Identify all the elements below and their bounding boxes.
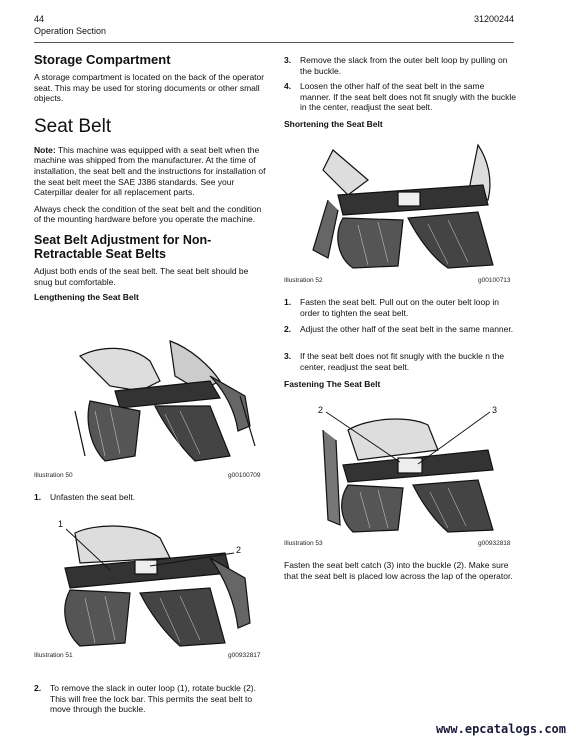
note-paragraph [34,145,266,198]
illustration-53-label: Illustration 53 [284,540,323,547]
seat-belt-body: Always check the condition of the seat belt and the condition of the mounting hardware before you operate the machine. [34,203,262,225]
shorten-step-2 [284,324,516,335]
fasten-body: Fasten the seat belt catch (3) into the buckle (2). Make sure that the seat belt is placed low across the lap of the operator. [284,560,513,581]
step-text: If the seat belt does not fit snugly with the buckle n the center, readjust the seat belt. [300,351,505,372]
step-number: 1. [284,297,292,307]
shorten-step-3 [284,351,516,372]
callout-2: 2 [236,545,242,555]
adjustment-heading: Seat Belt Adjustment for Non-Retractable Seat Belts [34,232,212,261]
fastening-heading: Fastening The Seat Belt [284,379,381,389]
illustration-50-label: Illustration 50 [34,472,73,479]
section-title: Operation Section [34,26,107,36]
illustration-51-figure [40,518,266,648]
lengthen-step-3 [284,55,516,76]
left-column [34,52,266,302]
footer-watermark: www.epcatalogs.com [435,722,566,736]
header-rule [34,42,514,43]
step-number: 3. [284,55,292,65]
step-text: Loosen the other half of the seat belt in the same manner. If the seat belt does not fit snugly with the buckle in the center, readjust the seat belt. [300,81,516,113]
adjustment-body: Adjust both ends of the seat belt. The seat belt should be snug but comfortable. [34,265,249,287]
callout-2: 2 [318,405,324,415]
shorten-step-1 [284,297,516,318]
step-text: Unfasten the seat belt. [50,492,136,502]
step-number: 4. [284,81,292,91]
step-text: Adjust the other half of the seat belt in the same manner. [300,324,514,334]
step-number: 1. [34,492,42,502]
illustration-52-figure [308,140,508,270]
lengthen-step-4 [284,81,516,113]
note-body: This machine was equipped with a seat belt when the machine was shipped from the manufacturer. At the time of installation, the seat belt and the instructions for installation of the seat belt meet the SAE J386 standards. See your Caterpillar dealer for all replacement parts. [34,144,266,198]
step-number: 2. [284,324,292,334]
storage-body: A storage compartment is located on the back of the operator seat. This may be used for storing documents or other small objects. [34,72,265,104]
illustration-51-code: g00932817 [228,652,261,659]
seat-belt-heading: Seat Belt [34,115,112,137]
illustration-52-label: Illustration 52 [284,277,323,284]
step-number: 2. [34,683,42,693]
illustration-52-code: g00100713 [478,277,511,284]
document-number: 31200244 [473,14,514,24]
lengthening-heading: Lengthening the Seat Belt [34,292,139,303]
callout-1: 1 [58,519,64,529]
storage-heading: Storage Compartment [34,52,171,67]
step-text: To remove the slack in outer loop (1), rotate buckle (2). This will free the lock bar. This permits the seat belt to move through the buckle. [50,683,256,715]
lengthen-step-1 [34,492,266,503]
illustration-50-figure [60,336,260,466]
illustration-50-code: g00100709 [228,472,261,479]
illustration-51-label: Illustration 51 [34,652,73,659]
callout-3: 3 [492,405,498,415]
lengthen-step-2 [34,683,266,715]
illustration-53-code: g00932818 [478,540,511,547]
shortening-heading: Shortening the Seat Belt [284,119,383,129]
page-number: 44 [34,14,45,24]
step-number: 3. [284,351,292,361]
step-text: Remove the slack from the outer belt loop by pulling on the buckle. [300,55,508,76]
illustration-53-figure [318,400,508,534]
step-text: Fasten the seat belt. Pull out on the outer belt loop in order to tighten the seat belt. [300,297,499,318]
note-label: Note: [34,144,56,155]
